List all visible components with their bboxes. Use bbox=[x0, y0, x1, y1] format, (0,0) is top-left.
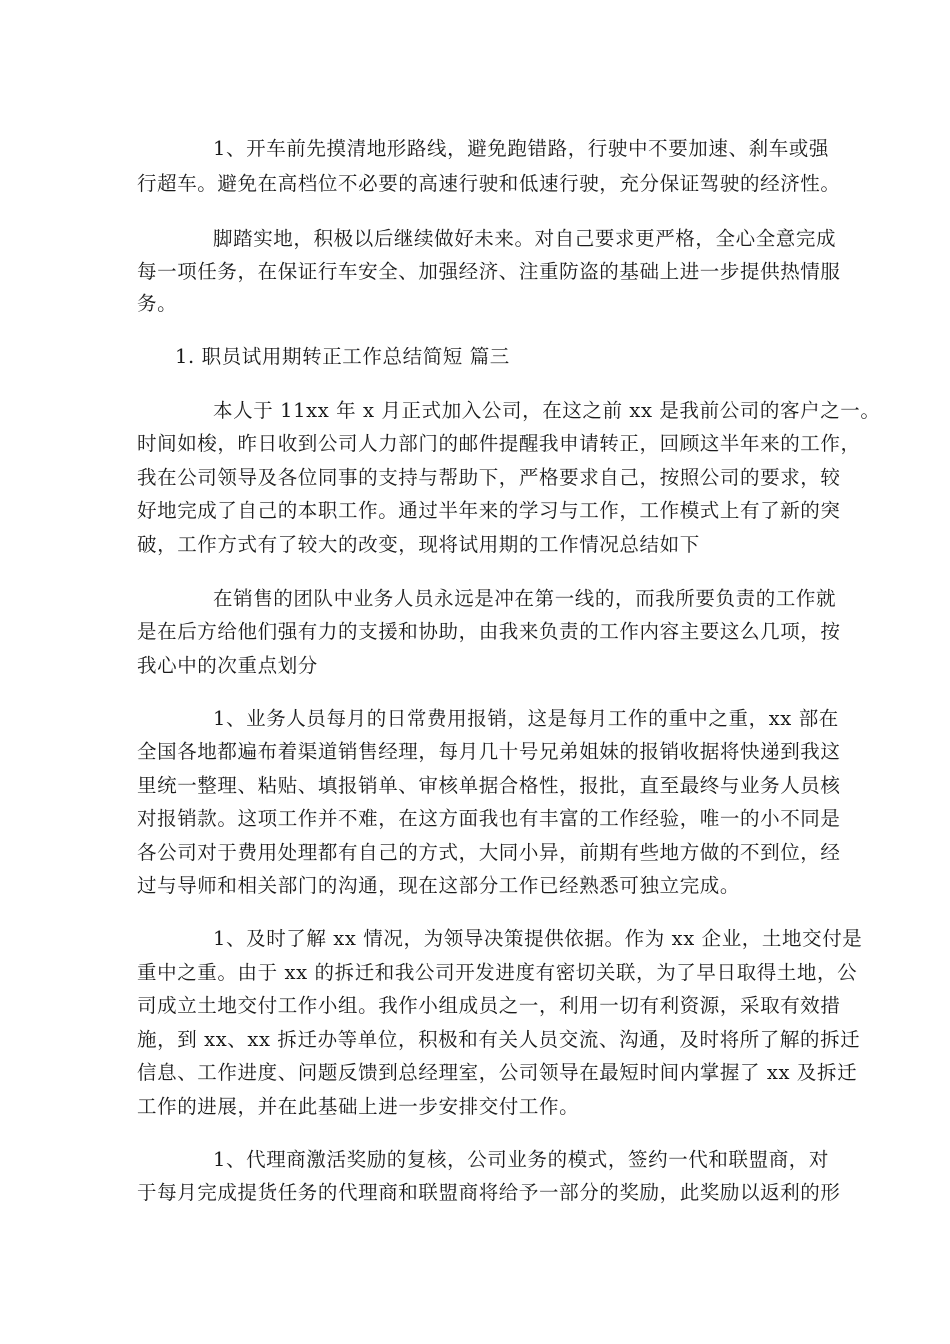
text-line: 我在公司领导及各位同事的支持与帮助下，严格要求自己，按照公司的要求，较 bbox=[137, 466, 841, 489]
text-line: 过与导师和相关部门的沟通，现在这部分工作已经熟悉可独立完成。 bbox=[137, 874, 741, 897]
text-line: 工作的进展，并在此基础上进一步安排交付工作。 bbox=[137, 1095, 580, 1118]
text-line: 本人于 11xx 年 x 月正式加入公司，在这之前 xx 是我前公司的客户之一。 bbox=[213, 399, 881, 422]
text-line: 破，工作方式有了较大的改变，现将试用期的工作情况总结如下 bbox=[137, 533, 700, 556]
text-line: 1、业务人员每月的日常费用报销，这是每月工作的重中之重，xx 部在 bbox=[213, 707, 839, 730]
text-line: 各公司对于费用处理都有自己的方式，大同小异，前期有些地方做的不到位，经 bbox=[137, 841, 841, 864]
text-line: 重中之重。由于 xx 的拆迁和我公司开发进度有密切关联，为了早日取得土地，公 bbox=[137, 961, 858, 984]
text-line: 1、及时了解 xx 情况，为领导决策提供依据。作为 xx 企业，土地交付是 bbox=[213, 927, 863, 950]
text-line: 务。 bbox=[137, 292, 178, 315]
text-line: 脚踏实地，积极以后继续做好未来。对自己要求更严格，全心全意完成 bbox=[213, 227, 837, 250]
text-line: 全国各地都遍布着渠道销售经理，每月几十号兄弟姐妹的报销收据将快递到我这 bbox=[137, 740, 841, 763]
text-line: 信息、工作进度、问题反馈到总经理室，公司领导在最短时间内掌握了 xx 及拆迁 bbox=[137, 1061, 858, 1084]
text-line: 我心中的次重点划分 bbox=[137, 654, 318, 677]
text-line: 对报销款。这项工作并不难，在这方面我也有丰富的工作经验，唯一的小不同是 bbox=[137, 807, 841, 830]
text-line: 是在后方给他们强有力的支援和协助，由我来负责的工作内容主要这么几项，按 bbox=[137, 620, 841, 643]
text-line: 在销售的团队中业务人员永远是冲在第一线的，而我所要负责的工作就 bbox=[213, 587, 837, 610]
section-heading: 1. 职员试用期转正工作总结简短 篇三 bbox=[175, 345, 510, 368]
text-line: 每一项任务，在保证行车安全、加强经济、注重防盗的基础上进一步提供热情服 bbox=[137, 260, 841, 283]
text-line: 司成立土地交付工作小组。我作小组成员之一，利用一切有利资源，采取有效措 bbox=[137, 994, 841, 1017]
text-line: 好地完成了自己的本职工作。通过半年来的学习与工作，工作模式上有了新的突 bbox=[137, 499, 841, 522]
text-line: 施，到 xx、xx 拆迁办等单位，积极和有关人员交流、沟通，及时将所了解的拆迁 bbox=[137, 1028, 861, 1051]
text-line: 里统一整理、粘贴、填报销单、审核单据合格性，报批，直至最终与业务人员核 bbox=[137, 774, 841, 797]
text-line: 行超车。避免在高档位不必要的高速行驶和低速行驶，充分保证驾驶的经济性。 bbox=[137, 172, 841, 195]
text-line: 于每月完成提货任务的代理商和联盟商将给予一部分的奖励，此奖励以返利的形 bbox=[137, 1181, 841, 1204]
text-line: 1、代理商激活奖励的复核，公司业务的模式，签约一代和联盟商，对 bbox=[213, 1148, 830, 1171]
text-line: 时间如梭，昨日收到公司人力部门的邮件提醒我申请转正，回顾这半年来的工作， bbox=[137, 432, 861, 455]
text-line: 1、开车前先摸清地形路线，避免跑错路，行驶中不要加速、刹车或强 bbox=[213, 137, 830, 160]
